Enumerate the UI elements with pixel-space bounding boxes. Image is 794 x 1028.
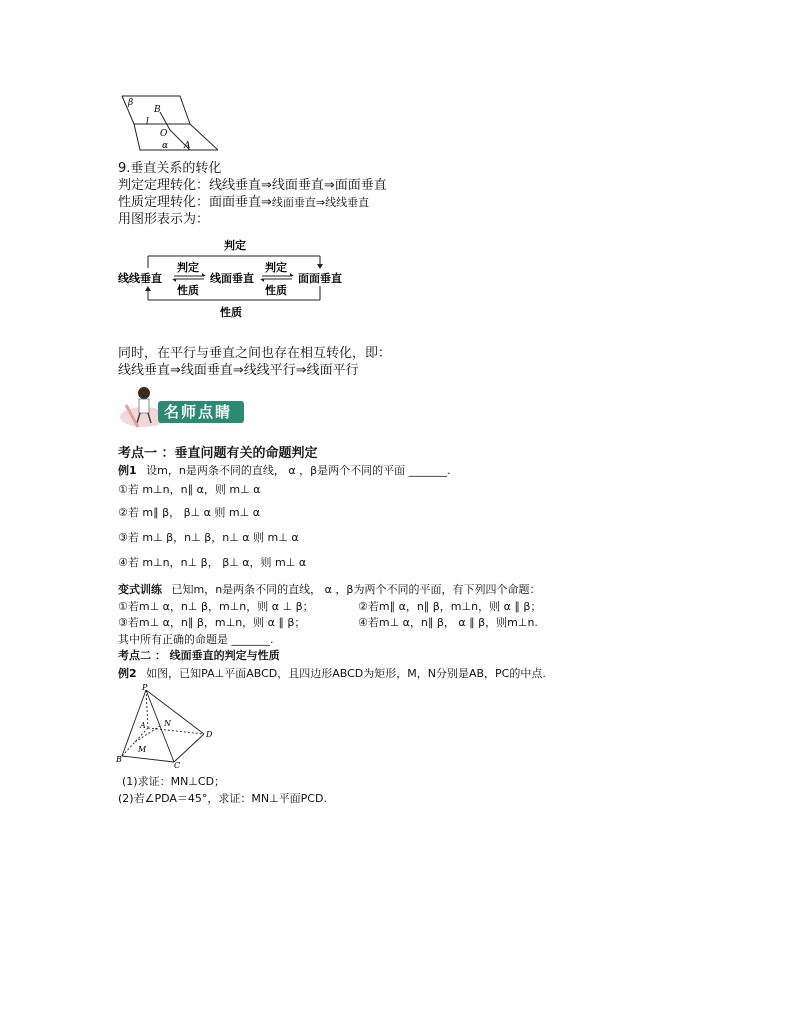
variant-option4: ④若m⊥ α，n∥ β， α ∥ β，则m⊥n. xyxy=(358,616,538,629)
label-alpha: α xyxy=(162,141,169,151)
section9-heading: 9.垂直关系的转化 xyxy=(118,161,222,176)
kp2-title: 考点二 ： 线面垂直的判定与性质 xyxy=(118,649,280,662)
flow-top-label: 判定 xyxy=(224,239,246,252)
section9-line2 xyxy=(118,194,369,211)
label-B-pyramid: B xyxy=(116,755,122,764)
label-D: D xyxy=(206,730,213,739)
transfer-line2: 线线垂直⇒线面垂直⇒线线平行⇒线面平行 xyxy=(118,363,359,378)
perpendicular-flow-diagram xyxy=(116,236,366,322)
flow-arrow-top-2: 判定 xyxy=(265,261,287,274)
kp1-example1 xyxy=(118,463,451,478)
label-B: B xyxy=(154,105,161,115)
label-P: P xyxy=(142,684,148,692)
banner-title: 名师点睛 xyxy=(164,403,233,421)
label-M: M xyxy=(138,745,147,754)
flow-arrow-top-1: 判定 xyxy=(177,261,199,274)
flow-bottom-label: 性质 xyxy=(220,306,242,319)
label-C: C xyxy=(174,761,181,768)
ex2-question2: (2)若∠PDA＝45°，求证：MN⊥平面PCD. xyxy=(118,792,327,805)
variant-option2: ②若m∥ α，n∥ β，m⊥n，则 α ∥ β； xyxy=(358,600,542,613)
flow-arrow-bot-2: 性质 xyxy=(265,284,287,297)
section9-line3: 用图形表示为： xyxy=(118,212,210,227)
variant-text: 已知m，n是两条不同的直线， α ，β为两个不同的平面，有下列四个命题： xyxy=(171,583,541,596)
section9-line1: 判定定理转化：线线垂直⇒线面垂直⇒面面垂直 xyxy=(118,178,387,193)
famous-teacher-banner xyxy=(118,383,246,431)
ex2-label: 例2 xyxy=(118,667,137,680)
ex2-question1: (1)求证：MN⊥CD； xyxy=(122,775,226,788)
label-l: l xyxy=(146,117,149,127)
kp2-example2 xyxy=(118,666,546,681)
kp1-title: 考点一 ：垂直问题有关的命题判定 xyxy=(118,446,318,461)
flow-node-mid: 线面垂直 xyxy=(210,272,254,285)
label-beta: β xyxy=(128,98,134,108)
ex1-option2: ②若 m∥ β， β⊥ α 则 m⊥ α xyxy=(118,506,260,519)
transfer-line1: 同时，在平行与垂直之间也存在相互转化，即： xyxy=(118,346,392,361)
ex1-text: 设m，n是两条不同的直线， α ，β是两个不同的平面 _______. xyxy=(146,464,451,477)
section9-line2-a: 性质定理转化：面面垂直⇒ xyxy=(118,195,272,210)
label-O: O xyxy=(160,129,168,139)
label-N: N xyxy=(164,719,171,728)
label-A-pyramid: A xyxy=(140,721,146,730)
ex1-option3: ③若 m⊥ β，n⊥ β，n⊥ α 则 m⊥ α xyxy=(118,531,299,544)
variant-end: 其中所有正确的命题是 _______. xyxy=(118,633,274,646)
ex1-option1: ①若 m⊥n，n∥ α，则 m⊥ α xyxy=(118,483,261,496)
planes-figure xyxy=(118,90,218,152)
section9-line2-b: 线面垂直⇒线线垂直 xyxy=(271,196,370,209)
flow-node-left: 线线垂直 xyxy=(118,272,162,285)
ex1-option4: ④若 m⊥n，n⊥ β， β⊥ α，则 m⊥ α xyxy=(118,556,307,569)
flow-node-right: 面面垂直 xyxy=(298,272,342,285)
variant-option1: ①若m⊥ α，n⊥ β，m⊥n，则 α ⊥ β； xyxy=(118,600,314,613)
ex2-text: 如图，已知PA⊥平面ABCD，且四边形ABCD为矩形，M，N分别是AB，PC的中点. xyxy=(146,667,546,680)
flow-arrow-bot-1: 性质 xyxy=(177,284,199,297)
variant-option3: ③若m⊥ α，n∥ β，m⊥n，则 α ∥ β； xyxy=(118,616,306,629)
label-A: A xyxy=(184,141,191,151)
variant-training xyxy=(118,582,540,597)
pyramid-figure xyxy=(114,684,218,768)
ex1-label: 例1 xyxy=(118,464,137,477)
variant-label: 变式训练 xyxy=(118,583,162,596)
